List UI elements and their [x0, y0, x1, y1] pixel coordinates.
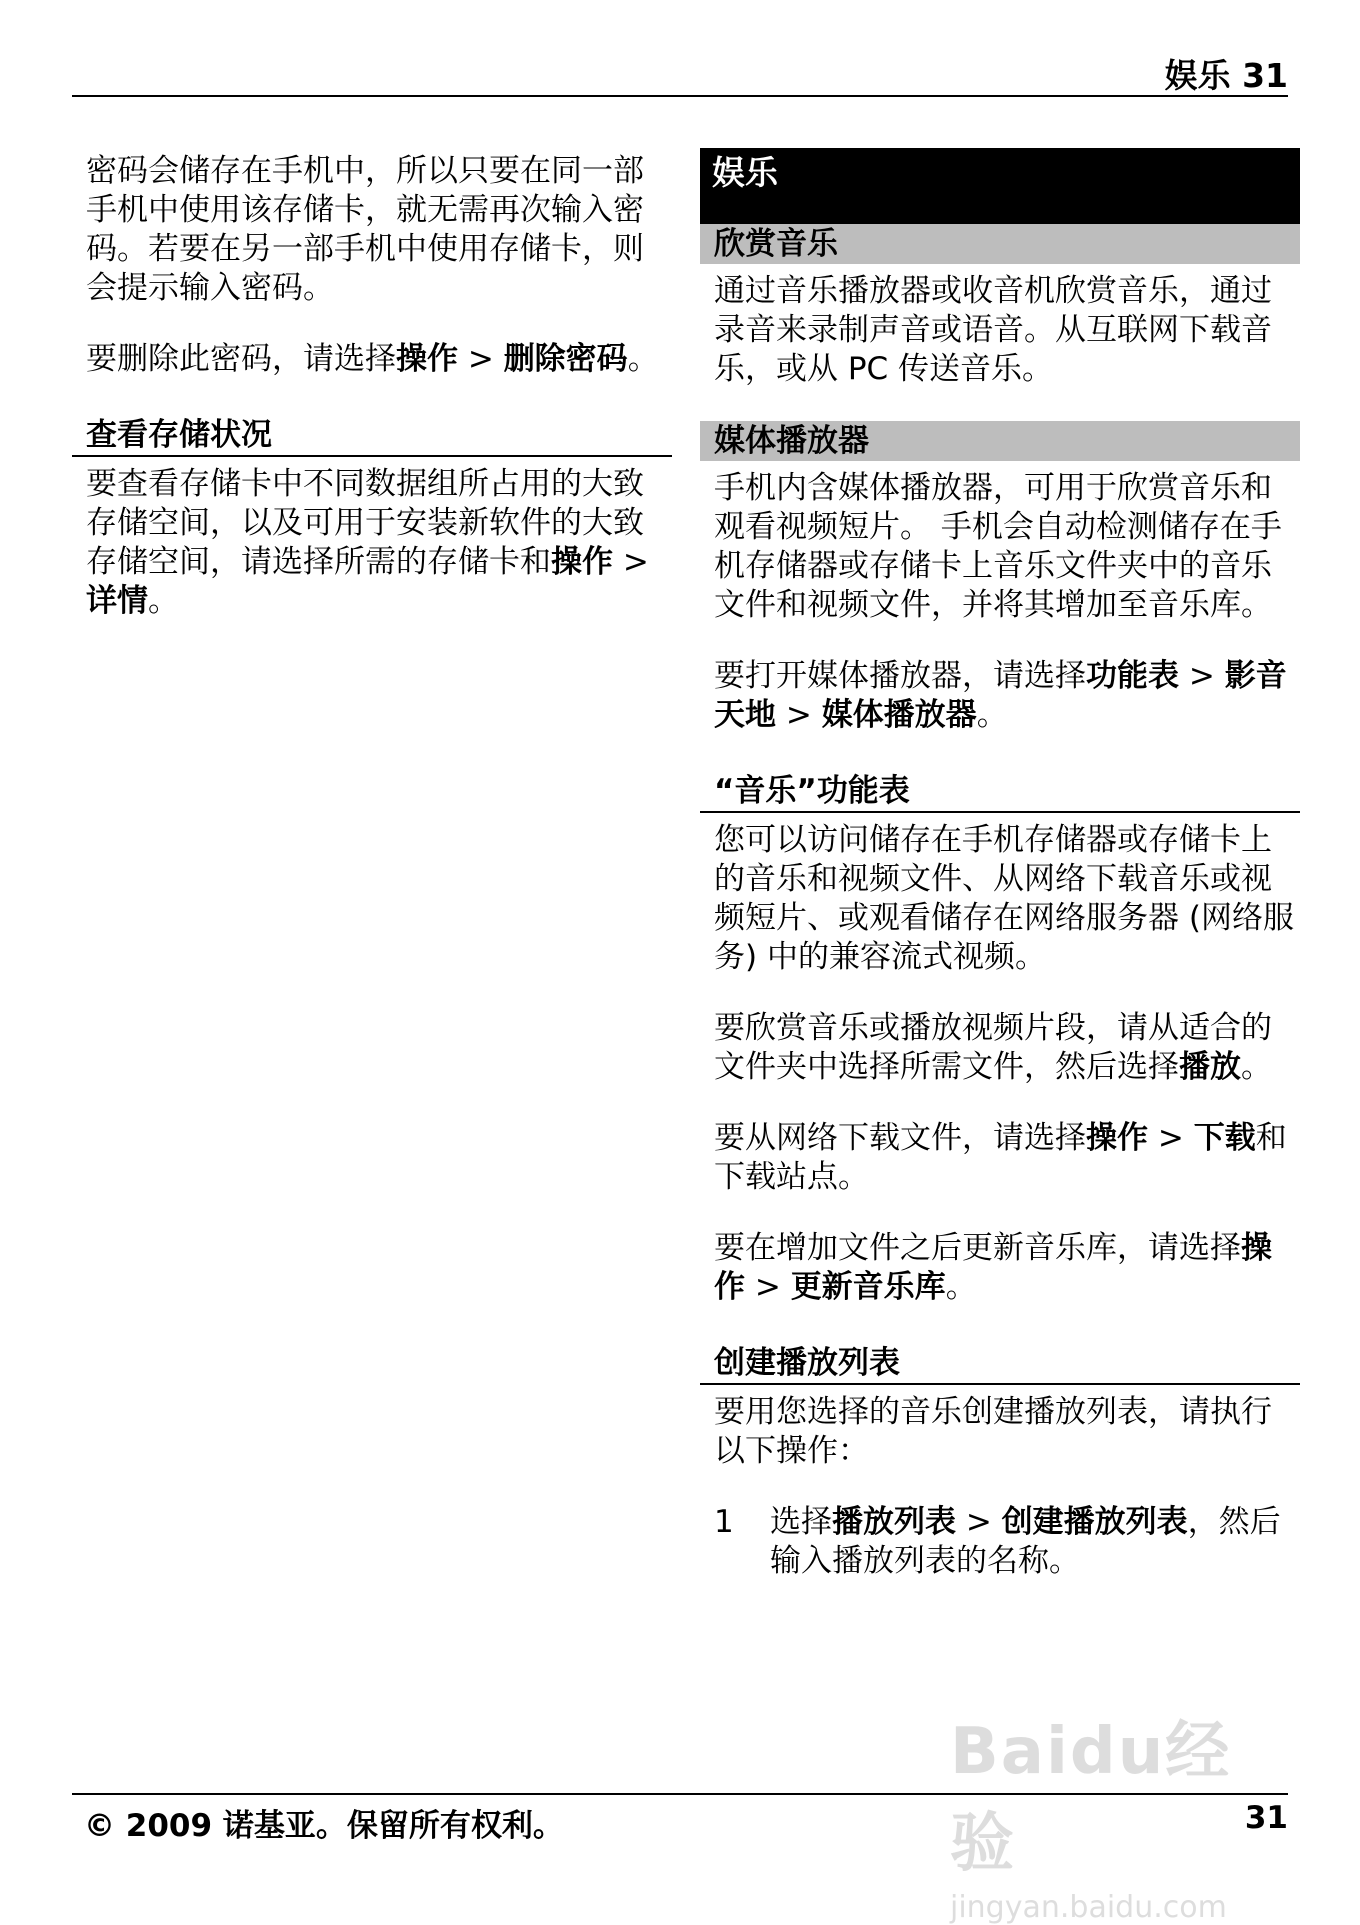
text: 要欣赏音乐或播放视频片段，请从适合的文件夹中选择所需文件，然后选择 [714, 1010, 1272, 1085]
footer-copyright: © 2009 诺基亚。保留所有权利。 [84, 1808, 564, 1844]
menu-term-menu: 功能表 [1086, 658, 1179, 694]
text: 。 [945, 1269, 977, 1305]
heading-music-menu: “音乐”功能表 [700, 771, 1300, 813]
watermark-logo: Baidu经验 [950, 1715, 1232, 1881]
heading-create-playlist: 创建播放列表 [700, 1343, 1300, 1385]
heading-enjoy-music: 欣赏音乐 [700, 224, 1300, 264]
paragraph-password-stored: 密码会储存在手机中，所以只要在同一部手机中使用该存储卡，就无需再次输入密码。若要在另一部手机中使用存储卡，则会提示输入密码。 [86, 153, 644, 306]
text: 选择 [770, 1504, 832, 1540]
right-column [700, 148, 1300, 1581]
text: 。 [627, 341, 659, 377]
separator: > [776, 697, 822, 733]
separator: > [1148, 1120, 1194, 1156]
separator: > [745, 1269, 791, 1305]
text: 要在增加文件之后更新音乐库，请选择 [714, 1230, 1241, 1266]
paragraph-create-playlist: 要用您选择的音乐创建播放列表，请执行以下操作： [714, 1394, 1272, 1469]
menu-term-options: 操作 [1086, 1120, 1148, 1156]
footer-rule [72, 1793, 1288, 1795]
menu-term-media-player: 媒体播放器 [821, 697, 977, 733]
menu-term-media: 影音天地 [714, 658, 1287, 733]
menu-term-create-playlist: 创建播放列表 [1001, 1504, 1188, 1540]
menu-term-playlists: 播放列表 [832, 1504, 956, 1540]
left-column [72, 152, 672, 621]
menu-term-options: 操作 [714, 1230, 1272, 1305]
paragraph-play [700, 1009, 1300, 1087]
menu-term-delete-password: 删除密码 [503, 341, 628, 377]
paragraph-enjoy-music: 通过音乐播放器或收音机欣赏音乐，通过录音来录制声音或语音。从互联网下载音乐，或从 PC 传送音乐。 [714, 273, 1272, 387]
separator: > [458, 341, 504, 377]
paragraph-open-player [700, 657, 1300, 735]
text: ，然后输入播放列表的名称。 [770, 1504, 1281, 1579]
separator: > [613, 544, 649, 580]
paragraph-download [700, 1119, 1300, 1197]
paragraph-view-storage [72, 465, 672, 621]
text: 和下载站点。 [714, 1120, 1287, 1195]
page-header-title: 娱乐 31 [1164, 56, 1288, 95]
menu-term-update-library: 更新音乐库 [790, 1269, 946, 1305]
text: 。 [976, 697, 1008, 733]
text: 。 [148, 583, 179, 619]
text: 。 [1241, 1049, 1272, 1085]
paragraph-delete-password [72, 340, 672, 379]
watermark-url: jingyan.baidu.com [950, 1890, 1227, 1925]
text: 要查看存储卡中不同数据组所占用的大致存储空间，以及可用于安装新软件的大致存储空间，请选择所需的存储卡和 [86, 466, 644, 580]
baidu-watermark [950, 1700, 1250, 1925]
heading-media-player: 媒体播放器 [700, 421, 1300, 461]
paragraph-media-player: 手机内含媒体播放器，可用于欣赏音乐和观看视频短片。 手机会自动检测储存在手机存储器或存储卡上音乐文件夹中的音乐文件和视频文件，并将其增加至音乐库。 [714, 470, 1282, 623]
section-title-entertainment: 娱乐 [700, 148, 1300, 224]
heading-view-storage: 查看存储状况 [72, 415, 672, 457]
separator: > [956, 1504, 1002, 1540]
separator: > [1179, 658, 1225, 694]
text: 要打开媒体播放器，请选择 [714, 658, 1086, 694]
header-rule [72, 95, 1288, 97]
footer-page-number: 31 [1244, 1800, 1288, 1836]
paragraph-music-menu: 您可以访问储存在手机存储器或存储卡上的音乐和视频文件、从网络下载音乐或视频短片、或观看储存在网络服务器 (网络服务) 中的兼容流式视频。 [714, 822, 1294, 975]
paragraph-update-library [700, 1229, 1300, 1307]
menu-term-options: 操作 [551, 544, 613, 580]
menu-term-options: 操作 [396, 341, 458, 377]
menu-term-download: 下载 [1193, 1120, 1256, 1156]
menu-term-details: 详情 [86, 583, 148, 619]
step-text [770, 1503, 1300, 1581]
text: 要从网络下载文件，请选择 [714, 1120, 1086, 1156]
text: 要删除此密码，请选择 [86, 341, 396, 377]
list-item-step-1 [700, 1503, 1300, 1581]
step-number: 1 [714, 1504, 734, 1540]
menu-term-play: 播放 [1179, 1049, 1241, 1085]
